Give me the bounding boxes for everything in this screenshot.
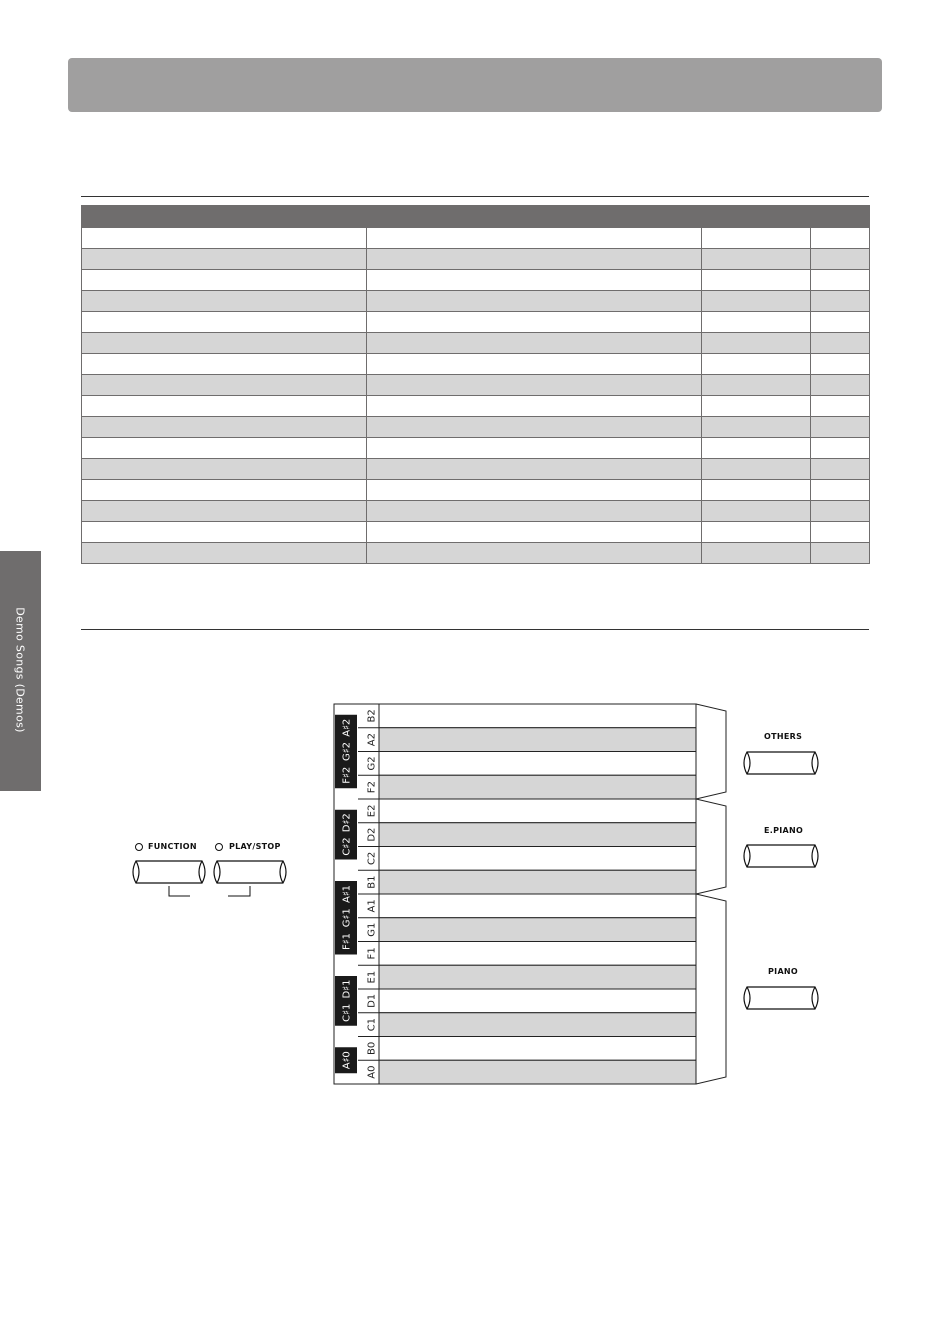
black-key-label: F♯2 (341, 766, 353, 784)
black-key-label: C♯1 (341, 1003, 353, 1022)
category-label-epiano: E.PIANO (764, 826, 804, 835)
category-bracket (696, 704, 726, 799)
key-row-strip (379, 942, 696, 966)
black-key-label: D♯2 (341, 813, 353, 833)
white-key-label: G1 (366, 922, 378, 937)
category-label-piano: PIANO (768, 967, 799, 976)
white-key-label: A2 (366, 733, 378, 747)
black-key-label: A♯0 (341, 1051, 353, 1070)
white-key-label: B0 (366, 1041, 378, 1055)
function-label: FUNCTION (148, 842, 197, 851)
key-row-strip (379, 918, 696, 942)
key-row-strip (379, 1060, 696, 1084)
white-key-label: B2 (366, 709, 378, 723)
category-bracket (696, 799, 726, 894)
white-key-label: A0 (366, 1065, 378, 1079)
black-key-label: F♯1 (341, 933, 353, 950)
key-row-strip (379, 847, 696, 871)
key-row-strip (379, 1037, 696, 1061)
key-row-strip (379, 870, 696, 894)
category-label-others: OTHERS (764, 732, 803, 741)
white-key-label: G2 (366, 756, 378, 771)
playstop-label: PLAY/STOP (229, 842, 281, 851)
black-key-label: C♯2 (341, 837, 353, 856)
others-button[interactable] (739, 751, 823, 775)
key-row-strip (379, 799, 696, 823)
black-key-label: G♯2 (341, 742, 353, 761)
key-row-strip (379, 823, 696, 847)
key-row-strip (379, 894, 696, 918)
black-key-label: A♯2 (341, 718, 353, 737)
key-row-strip (379, 1013, 696, 1037)
white-key-label: B1 (366, 875, 378, 889)
key-row-strip (379, 728, 696, 752)
black-key-label: A♯1 (341, 884, 353, 904)
key-row-strip (379, 775, 696, 799)
key-row-strip (379, 965, 696, 989)
white-key-label: D1 (366, 993, 378, 1008)
key-row-strip (379, 989, 696, 1013)
white-key-label: C2 (366, 851, 378, 866)
white-key-label: A1 (366, 899, 378, 913)
black-key-label: G♯1 (341, 908, 353, 928)
white-key-label: E1 (366, 970, 378, 984)
piano-button[interactable] (739, 986, 823, 1010)
white-key-label: F1 (366, 947, 378, 960)
epiano-button[interactable] (739, 844, 823, 868)
category-bracket (696, 894, 726, 1084)
black-key-label: D♯1 (341, 979, 353, 999)
white-key-label: D2 (366, 827, 378, 842)
key-row-strip (379, 704, 696, 728)
white-key-label: F2 (366, 781, 378, 794)
white-key-label: E2 (366, 804, 378, 818)
key-row-strip (379, 752, 696, 776)
side-tab-label: Demo Songs (Demos) (13, 607, 27, 733)
white-key-label: C1 (366, 1017, 378, 1032)
